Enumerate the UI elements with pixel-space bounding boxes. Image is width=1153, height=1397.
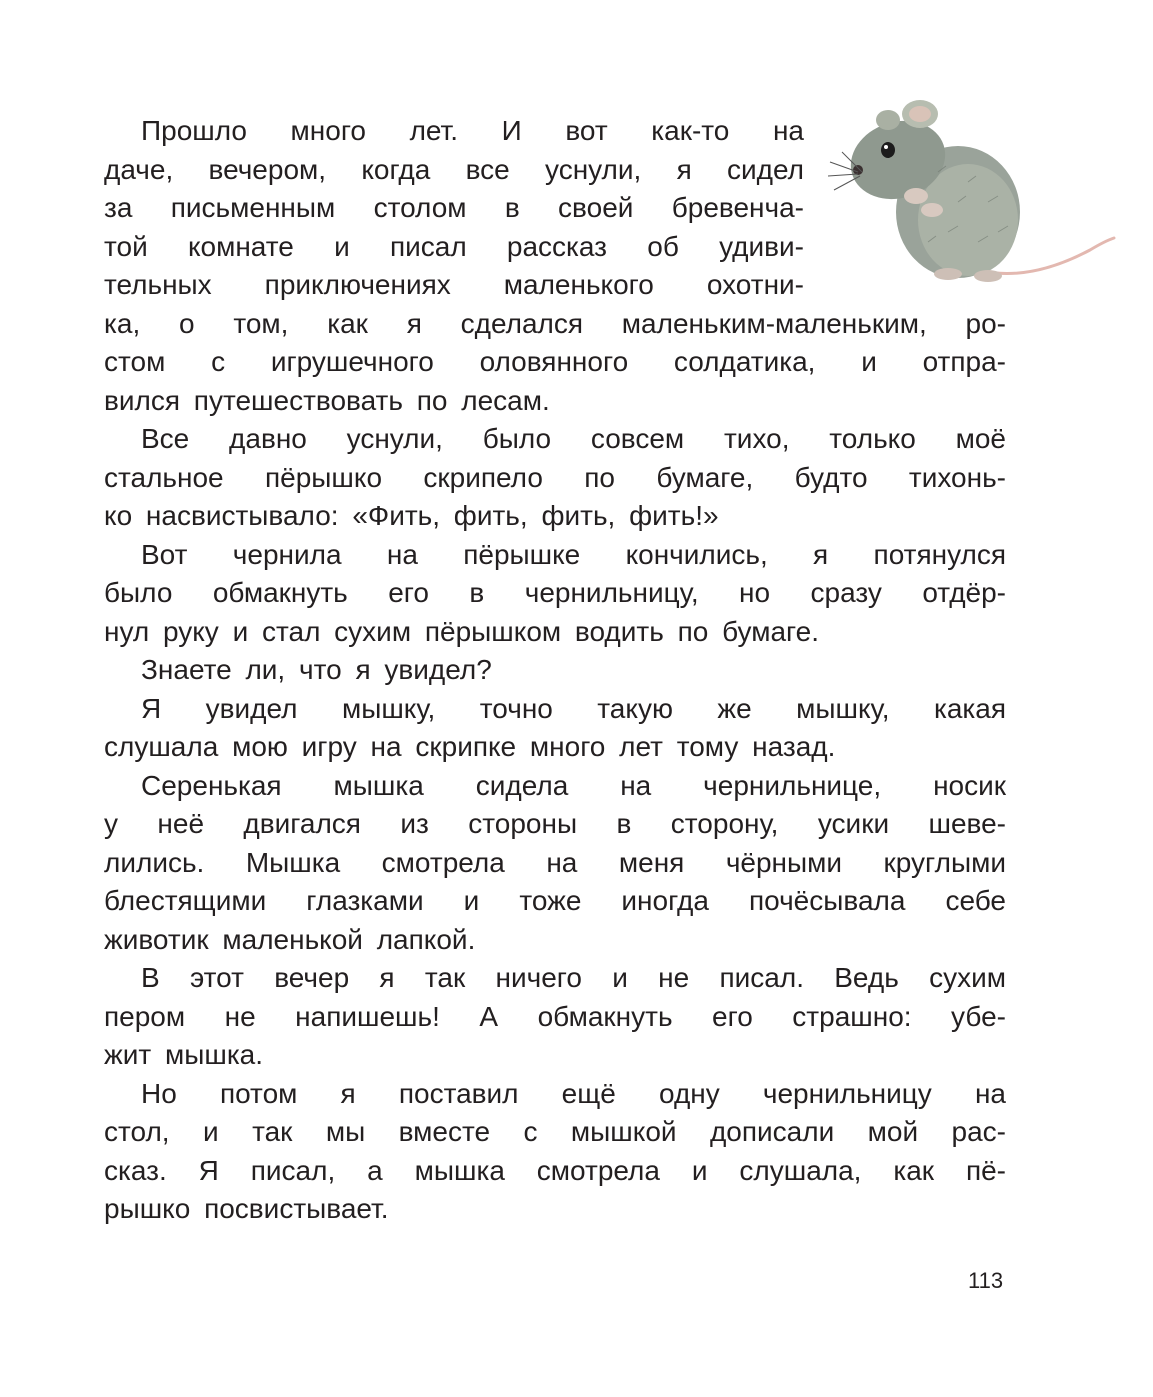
- text-line: той комнате и писал рассказ об удиви-: [104, 230, 804, 262]
- text-line: даче, вечером, когда все уснули, я сидел: [104, 153, 804, 185]
- text-line: слушала мою игру на скрипке много лет тому назад.: [104, 731, 836, 762]
- text-line: блестящими глазками и тоже иногда почёсывала себе: [104, 885, 1006, 916]
- paragraph: [104, 767, 1006, 960]
- page-number: 113: [968, 1268, 1004, 1293]
- text-line: было обмакнуть его в чернильницу, но сразу отдёр-: [104, 577, 1006, 608]
- text-line: жит мышка.: [104, 1039, 264, 1070]
- text-line: за письменным столом в своей бревенча-: [104, 192, 804, 223]
- text-line: у неё двигался из стороны в сторону, усики шеве-: [104, 808, 1006, 839]
- text-line: вился путешествовать по лесам.: [104, 384, 550, 416]
- text-line: рышко посвистывает.: [104, 1193, 389, 1224]
- paragraph: [104, 651, 1006, 690]
- paragraph: [104, 112, 1006, 420]
- text-line: ко насвистывало: «Фить, фить, фить, фить!»: [104, 500, 719, 531]
- paragraph: [104, 536, 1006, 652]
- text-line: ка, о том, как я сделался маленьким-маленьким, ро-: [104, 307, 1006, 339]
- text-line: стом с игрушечного оловянного солдатика, и отпра-: [104, 346, 1006, 377]
- text-line: тельных приключениях маленького охотни-: [104, 269, 804, 300]
- text-line: Но потом я поставил ещё одну чернильницу на: [141, 1077, 1006, 1109]
- text-line: пером не напишешь! А обмакнуть его страшно: убе-: [104, 1000, 1006, 1032]
- text-line: Все давно уснули, было совсем тихо, только моё: [141, 423, 1006, 454]
- text-line: В этот вечер я так ничего и не писал. Ведь сухим: [141, 962, 1006, 993]
- paragraph: [104, 420, 1006, 536]
- text-line: Прошло много лет. И вот как-то на: [141, 115, 804, 146]
- text-line: Я увидел мышку, точно такую же мышку, какая: [141, 692, 1006, 724]
- text-line: Вот чернила на пёрышке кончились, я потянулся: [141, 538, 1006, 570]
- text-line: стол, и так мы вместе с мышкой дописали мой рас-: [104, 1116, 1006, 1147]
- text-line: сказ. Я писал, а мышка смотрела и слушала, как пё-: [104, 1154, 1006, 1186]
- story-text: [104, 112, 1006, 1229]
- text-line: нул руку и стал сухим пёрышком водить по бумаге.: [104, 615, 819, 647]
- text-line: стальное пёрышко скрипело по бумаге, будто тихонь-: [104, 461, 1006, 493]
- text-line: Серенькая мышка сидела на чернильнице, носик: [141, 769, 1006, 801]
- paragraph: [104, 690, 1006, 767]
- paragraph: [104, 959, 1006, 1075]
- paragraph: [104, 1075, 1006, 1229]
- text-line: лились. Мышка смотрела на меня чёрными круглыми: [104, 846, 1006, 878]
- text-line: Знаете ли, что я увидел?: [141, 654, 492, 685]
- text-line: животик маленькой лапкой.: [104, 923, 476, 955]
